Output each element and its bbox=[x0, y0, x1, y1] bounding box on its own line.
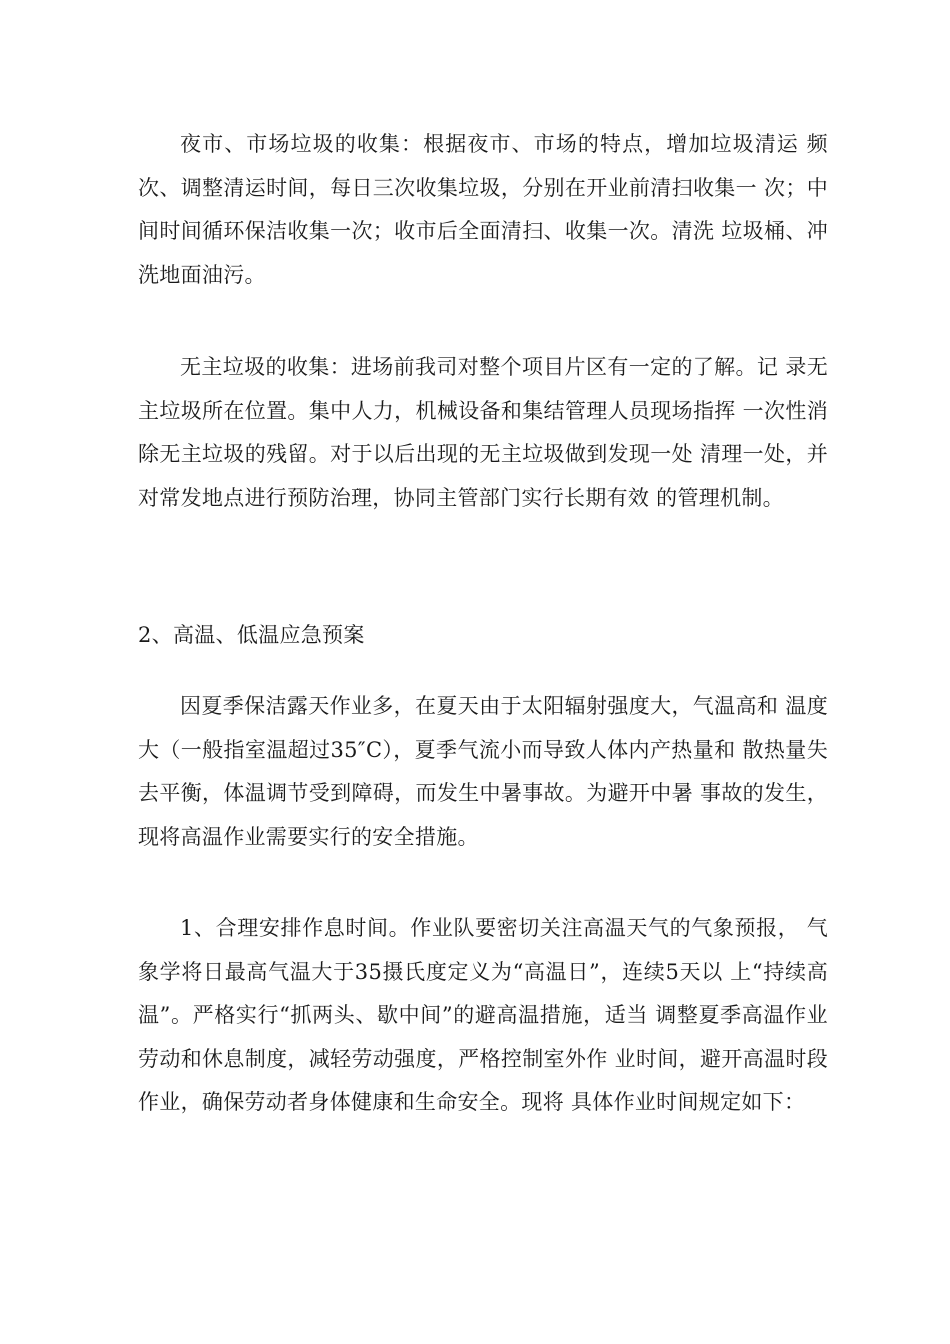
paragraph-night-market-collection: 夜市、市场垃圾的收集：根据夜市、市场的特点，增加垃圾清运 频次、调整清运时间，每日三次收集垃圾，分别在开业前清扫收集一 次；中间时间循环保洁收集一次；收市后全面清扫、收集一次。清洗 垃圾桶、冲洗地面油污。 bbox=[138, 132, 828, 287]
paragraph-work-schedule-arrangement: 1、合理安排作息时间。作业队要密切关注高温天气的气象预报， 气象学将日最高气温大于35摄氏度定义为“高温日”，连续5天以 上“持续高温”。严格实行“抓两头、歇中间”的避高温措施，适当 调整夏季高温作业劳动和休息制度，减轻劳动强度，严格控制室外作 业时间，避开高温时段作业，确保劳动者身体健康和生命安全。现将 具体作业时间规定如下： bbox=[138, 916, 828, 1114]
section-heading-temperature-plan: 2、高温、低温应急预案 bbox=[138, 623, 365, 647]
paragraph-unowned-garbage-collection: 无主垃圾的收集：进场前我司对整个项目片区有一定的了解。记 录无主垃圾所在位置。集中人力，机械设备和集结管理人员现场指挥 一次性消除无主垃圾的残留。对于以后出现的无主垃圾做到发现一处 清理一处，并对常发地点进行预防治理，协同主管部门实行长期有效 的管理机制。 bbox=[138, 355, 828, 510]
paragraph-summer-heat-risk: 因夏季保洁露天作业多，在夏天由于太阳辐射强度大，气温高和 温度大（一般指室温超过35″C），夏季气流小而导致人体内产热量和 散热量失去平衡，体温调节受到障碍，而发生中暑事故。为避开中暑 事故的发生，现将高温作业需要实行的安全措施。 bbox=[138, 694, 828, 849]
